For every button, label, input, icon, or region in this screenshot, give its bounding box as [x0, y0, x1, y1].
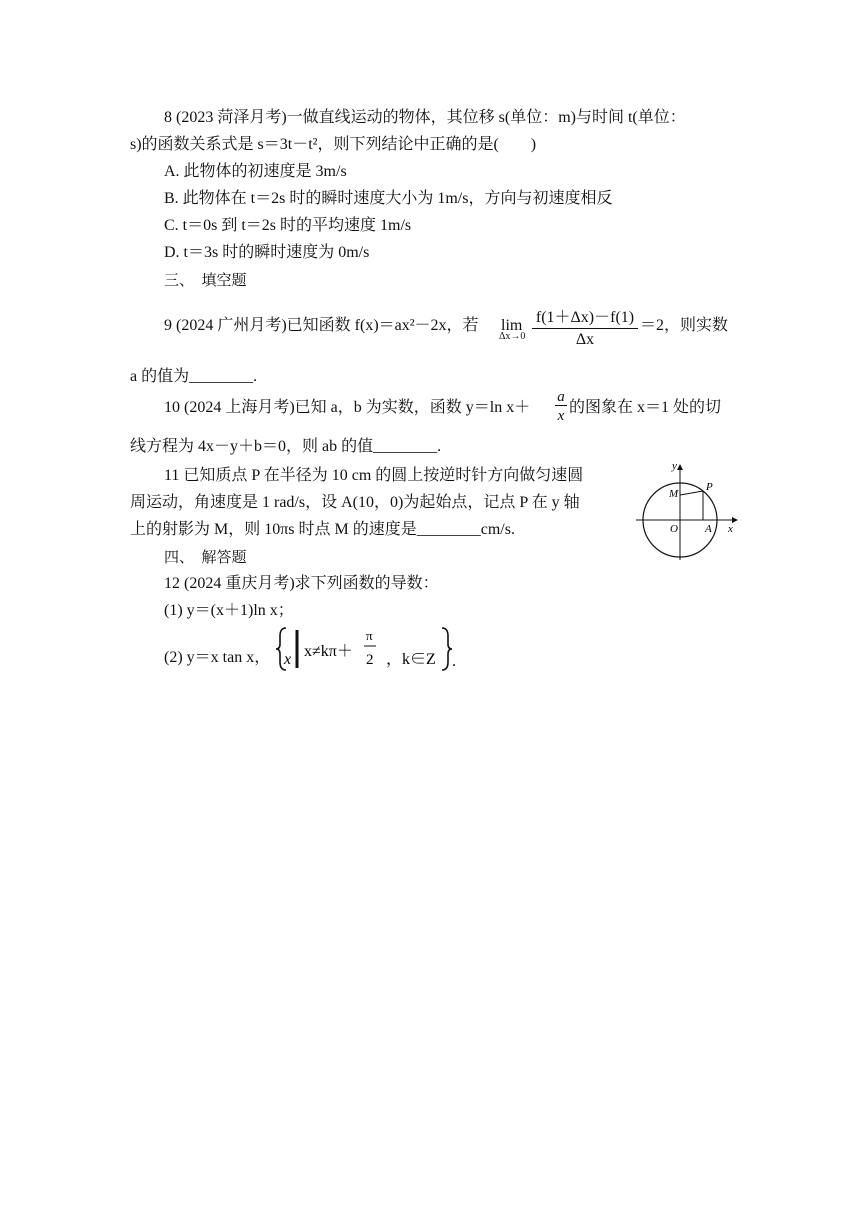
pi-denominator: 2 [366, 652, 374, 668]
q9-line2: a 的值为________. [130, 368, 258, 385]
q12-part2-prefix: (2) y＝x tan x， [164, 649, 271, 666]
q11-line3: 上的射影为 M，则 10πs 时点 M 的速度是________cm/s. [130, 521, 515, 538]
section-3-title: 三、 填空题 [164, 271, 247, 289]
q10-fraction-bar [555, 405, 567, 406]
label-O: O [670, 523, 678, 535]
right-brace [442, 628, 452, 670]
q9-suffix: ＝2，则实数 [640, 317, 729, 334]
projection-line [680, 491, 703, 495]
q9-denominator: Δx [575, 331, 595, 348]
label-P: P [706, 481, 713, 493]
q10-frac-denominator: x [557, 408, 565, 424]
q8-option-a: A. 此物体的初速度是 3m/s [164, 163, 347, 180]
q8-line1: 8 (2023 菏泽月考)一做直线运动的物体，其位移 s(单位：m)与时间 t(单位： [164, 109, 686, 126]
q8-option-d: D. t＝3s 时的瞬时速度为 0m/s [164, 244, 370, 261]
label-y: y [672, 460, 677, 472]
q12-part1: (1) y＝(x＋1)ln x； [164, 602, 294, 619]
q8-line2: s)的函数关系式是 s＝3t－t²，则下列结论中正确的是( ) [130, 136, 537, 153]
q9-numerator: f(1＋Δx)－f(1) [535, 309, 635, 326]
q8-option-b: B. 此物体在 t＝2s 时的瞬时速度大小为 1m/s，方向与初速度相反 [164, 190, 613, 207]
label-x: x [728, 523, 733, 535]
y-axis-arrow [677, 464, 683, 470]
q11-circle-diagram [636, 460, 746, 560]
label-A: A [705, 523, 712, 535]
q11-line1: 11 已知质点 P 在半径为 10 cm 的圆上按逆时针方向做匀速圆 [164, 467, 584, 484]
label-M: M [669, 488, 679, 500]
q9-prefix: 9 (2024 广州月考)已知函数 f(x)＝ax²－2x，若 [164, 317, 479, 334]
q10-frac-numerator: a [557, 389, 565, 405]
q10-suffix: 的图象在 x＝1 处的切 [569, 399, 722, 416]
section-4-title: 四、 解答题 [164, 548, 247, 566]
set-condition: x≠kπ＋ [304, 643, 353, 660]
set-variable: x [284, 651, 292, 668]
pi-numerator: π [366, 628, 373, 643]
q11-line2: 周运动，角速度是 1 rad/s，设 A(10，0)为起始点，记点 P 在 y 轴 [130, 494, 580, 511]
end-period: . [452, 653, 456, 670]
q9-lim: lim [501, 317, 523, 334]
q9-fraction-bar [532, 328, 638, 329]
set-tail: ，k∈Z [386, 651, 436, 668]
q10-line2: 线方程为 4x－y＋b＝0，则 ab 的值________. [130, 438, 442, 455]
x-axis-arrow [732, 517, 738, 523]
q8-option-c: C. t＝0s 到 t＝2s 时的平均速度 1m/s [164, 217, 412, 234]
q9-lim-subscript: Δx→0 [499, 331, 526, 342]
q12-set-notation [276, 624, 458, 674]
q10-prefix: 10 (2024 上海月考)已知 a，b 为实数，函数 y＝ln x＋ [164, 399, 531, 416]
q12-line1: 12 (2024 重庆月考)求下列函数的导数： [164, 575, 439, 592]
